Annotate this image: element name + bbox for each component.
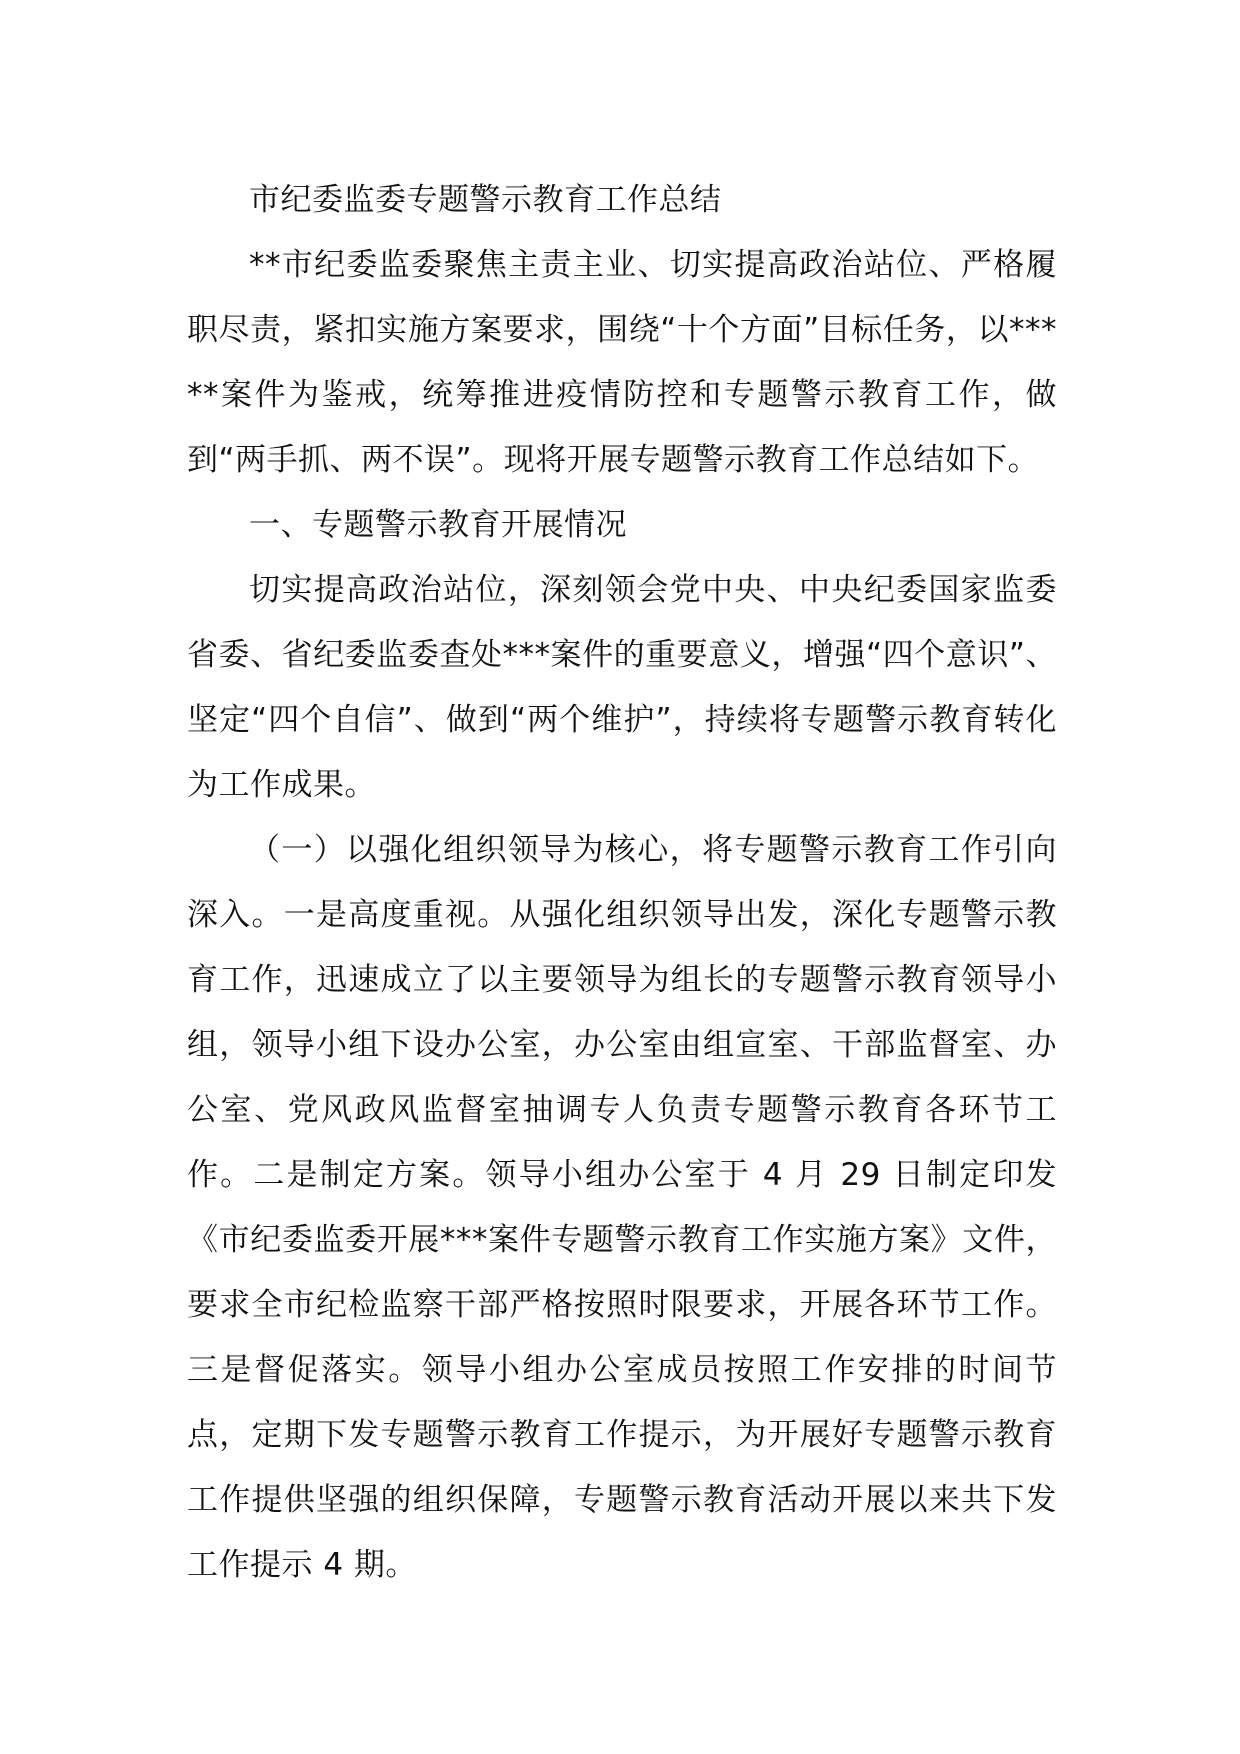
intro-paragraph: **市纪委监委聚焦主责主业、切实提高政治站位、严格履职尽责，紧扣实施方案要求，围绕“十个方面”目标任务，以*****案件为鉴戒，统筹推进疫情防控和专题警示教育工作，做到“两手抓、两不误”。现将开展专题警示教育工作总结如下。 [187,247,1057,478]
section-heading: 一、专题警示教育开展情况 [249,507,627,543]
document-title: 市纪委监委专题警示教育工作总结 [249,182,722,218]
body-paragraph: （一）以强化组织领导为核心，将专题警示教育工作引向深入。一是高度重视。从强化组织领导出发，深化专题警示教育工作，迅速成立了以主要领导为组长的专题警示教育领导小组，领导小组下设办公室，办公室由组宣室、干部监督室、办公室、党风政风监督室抽调专人负责专题警示教育各环节工作。二是制定方案。领导小组办公室于 4 月 29 日制定印发《市纪委监委开展***案件专题警示教育工作实施方案》文件，要求全市纪检监察干部严格按照时限要求，开展各环节工作。三是督促落实。领导小组办公室成员按照工作安排的时间节点，定期下发专题警示教育工作提示，为开展好专题警示教育工作提供坚强的组织保障，专题警示教育活动开展以来共下发工作提示 4 期。 [187,832,1057,1583]
document-body [187,168,1057,1598]
body-paragraph: 切实提高政治站位，深刻领会党中央、中央纪委国家监委省委、省纪委监委查处***案件的重要意义，增强“四个意识”、坚定“四个自信”、做到“两个维护”，持续将专题警示教育转化为工作成果。 [187,572,1057,803]
